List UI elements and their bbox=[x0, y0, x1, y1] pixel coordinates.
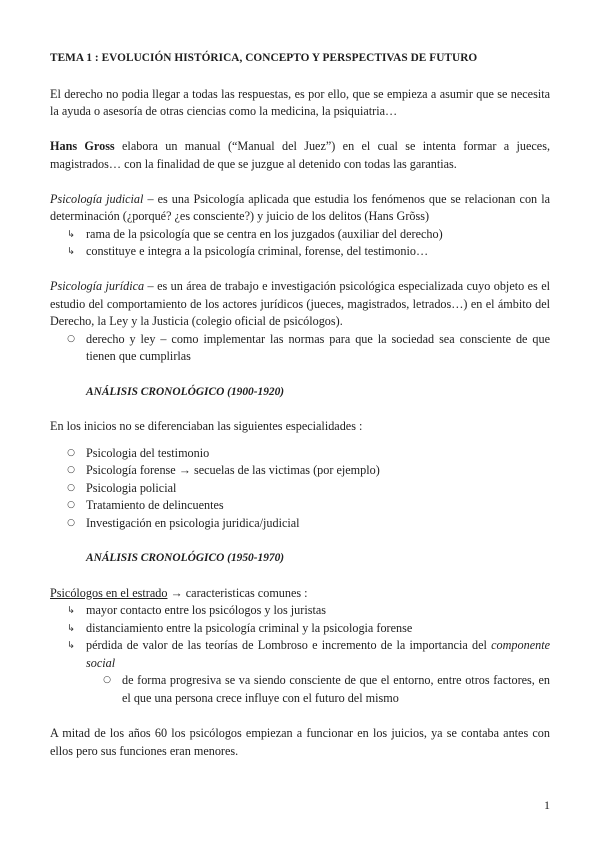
gross-text: elabora un manual (“Manual del Juez”) en el cual se intenta formar a jueces, magistrados… con la finalidad de que se juzgue al detenido con todas las garantias. bbox=[50, 139, 551, 171]
list-item: ○ Psicología forense → secuelas de las victimas (por ejemplo) bbox=[50, 462, 550, 480]
list-item: ↳ distanciamiento entre la psicología criminal y la psicologia forense bbox=[50, 620, 550, 638]
circle-bullet-icon: ○ bbox=[67, 447, 75, 458]
section-heading-1950: ANÁLISIS CRONOLÓGICO (1950-1970) bbox=[86, 552, 285, 564]
gross-name: Hans Gross bbox=[50, 139, 115, 153]
arrow-bullet-icon: ↳ bbox=[67, 640, 75, 651]
intro-paragraph: El derecho no podia llegar a todas las respuestas, es por ello, que se empieza a asumir que se necesita la ayuda o asesoría de otras ciencias como la medicina, la psiquiatria… bbox=[50, 86, 550, 118]
circle-bullet-icon: ○ bbox=[67, 333, 75, 344]
section-heading-1900: ANÁLISIS CRONOLÓGICO (1900-1920) bbox=[86, 385, 285, 398]
circle-bullet-icon: ○ bbox=[67, 517, 75, 528]
judicial-bullets bbox=[50, 226, 550, 261]
list-item: ○ Psicologia del testimonio bbox=[50, 445, 550, 463]
arrow-bullet-icon: ↳ bbox=[67, 228, 75, 240]
page-title: TEMA 1 : EVOLUCIÓN HISTÓRICA, CONCEPTO Y PERSPECTIVAS DE FUTURO bbox=[50, 52, 478, 64]
list-item: ↳ rama de la psicología que se centra en los juzgados (auxiliar del derecho) bbox=[50, 226, 550, 244]
judicial-paragraph bbox=[50, 191, 550, 226]
circle-bullet-icon: ○ bbox=[67, 482, 75, 493]
list-item: ○ derecho y ley – como implementar las normas para que la sociedad sea consciente de que tienen que cumplirlas bbox=[50, 331, 550, 366]
arrow-bullet-icon: ↳ bbox=[67, 246, 75, 257]
arrow-bullet-icon: ↳ bbox=[67, 605, 75, 616]
list-item: ○ Tratamiento de delincuentes bbox=[50, 497, 550, 515]
list-item: ○ de forma progresiva se va siendo consciente de que el entorno, entre otros factores, en el que una persona crece influye con el futuro del mismo bbox=[50, 672, 550, 707]
circle-bullet-icon: ○ bbox=[67, 500, 75, 510]
circle-bullet-icon: ○ bbox=[103, 675, 111, 685]
juridica-term: Psicología jurídica bbox=[50, 279, 145, 293]
estrado-underlined: Psicólogos en el estrado bbox=[50, 585, 168, 600]
list-item: ○ Investigación en psicologia juridica/judicial bbox=[50, 515, 550, 533]
arrow-bullet-icon: ↳ bbox=[67, 622, 75, 634]
list-item: ↳ constituye e integra a la psicología criminal, forense, del testimonio… bbox=[50, 243, 550, 261]
juridica-text: – es un área de trabajo e investigación psicológica especializada cuyo objeto es el estudio del comportamiento de los actores jurídicos (jueces, magistrados, letrados…) en el ámbito del Derecho, la Ley y la Justicia (colegio oficial de psicólogos). bbox=[50, 279, 550, 328]
closing-paragraph: A mitad de los años 60 los psicólogos empiezan a funcionar en los juicios, ya se contaba antes con ellos pero sus funciones eran menores. bbox=[50, 726, 550, 758]
gross-paragraph bbox=[50, 138, 550, 173]
document-body bbox=[50, 50, 550, 760]
juridica-paragraph bbox=[50, 278, 550, 331]
circle-bullet-icon: ○ bbox=[67, 465, 75, 475]
juridica-bullets bbox=[50, 331, 550, 366]
section1-list bbox=[50, 445, 550, 533]
list-item: ↳ pérdida de valor de las teorías de Lombroso e incremento de la importancia del componente social bbox=[50, 637, 550, 672]
section2-sublist bbox=[50, 672, 550, 707]
page-number: 1 bbox=[544, 798, 550, 812]
section2-list bbox=[50, 602, 550, 672]
judicial-text: – es una Psicología aplicada que estudia los fenómenos que se relacionan con la determinación (¿porqué? ¿es consciente?) y juicio de los delitos (Hans Grõss) bbox=[50, 191, 550, 223]
section2-intro: Psicólogos en el estrado → caracteristicas comunes : bbox=[50, 585, 308, 600]
list-item: ↳ mayor contacto entre los psicólogos y los juristas bbox=[50, 602, 550, 620]
list-item: ○ Psicologia policial bbox=[50, 480, 550, 498]
judicial-term: Psicología judicial bbox=[50, 191, 144, 206]
section1-intro: En los inicios no se diferenciaban las siguientes especialidades : bbox=[50, 419, 363, 433]
